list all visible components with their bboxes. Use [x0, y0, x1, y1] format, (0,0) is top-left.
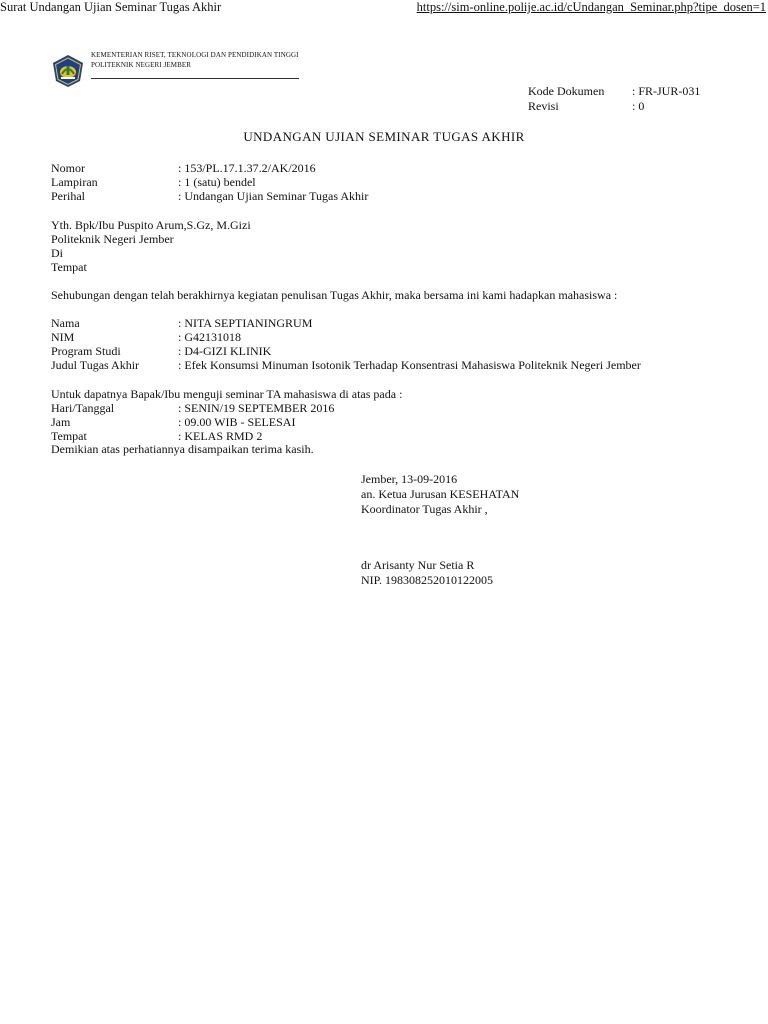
student-value: : Efek Konsumsi Minuman Isotonik Terhadap Konsentrasi Mahasiswa Politeknik Negeri Jember [178, 358, 641, 372]
meta-row [528, 99, 700, 114]
letterhead-institution [91, 50, 299, 70]
ministry-name: KEMENTERIAN RISET, TEKNOLOGI DAN PENDIDIKAN TINGGI [91, 51, 299, 59]
letter-info [51, 161, 368, 203]
print-page-url-link[interactable]: https://sim-online.polije.ac.id/cUndangan_Seminar.php?tipe_dosen=1 [416, 0, 766, 14]
document-title: UNDANGAN UJIAN SEMINAR TUGAS AKHIR [243, 129, 525, 144]
recipient-line: Di [51, 246, 63, 260]
student-key: Program Studi [51, 344, 121, 358]
signatory-name: dr Arisanty Nur Setia R [361, 558, 475, 572]
info-key: Lampiran [51, 175, 98, 189]
signature-block [361, 472, 519, 588]
schedule-value: : 09.00 WIB - SELESAI [178, 415, 296, 429]
document-meta [528, 84, 700, 114]
info-value: : 153/PL.17.1.37.2/AK/2016 [178, 161, 316, 175]
info-key: Perihal [51, 189, 85, 203]
signature-on-behalf: an. Ketua Jurusan KESEHATAN [361, 487, 520, 501]
meta-value: : FR-JUR-031 [632, 84, 701, 98]
polije-seal-icon [51, 54, 85, 88]
student-row [51, 316, 641, 330]
schedule-value: : KELAS RMD 2 [178, 429, 263, 443]
recipient-block [51, 218, 251, 274]
student-value: : G42131018 [178, 330, 241, 344]
print-page-title: Surat Undangan Ujian Seminar Tugas Akhir [0, 0, 222, 14]
signature-place-date: Jember, 13-09-2016 [361, 472, 458, 486]
student-info [51, 316, 641, 372]
info-value: : Undangan Ujian Seminar Tugas Akhir [178, 189, 369, 203]
schedule-key: Jam [51, 415, 71, 429]
schedule-intro: Untuk dapatnya Bapak/Ibu menguji seminar TA mahasiswa di atas pada : [51, 387, 403, 401]
letterhead-divider [91, 78, 299, 79]
info-key: Nomor [51, 161, 85, 175]
meta-key: Revisi [528, 99, 559, 113]
schedule-info [51, 401, 334, 443]
signature-role: Koordinator Tugas Akhir , [361, 502, 488, 516]
recipient-line: Politeknik Negeri Jember [51, 232, 174, 246]
schedule-key: Hari/Tanggal [51, 401, 115, 415]
student-row [51, 330, 641, 344]
meta-key: Kode Dokumen [528, 84, 605, 98]
student-value: : NITA SEPTIANINGRUM [178, 316, 313, 330]
info-row [51, 189, 368, 203]
student-key: Nama [51, 316, 80, 330]
info-row [51, 161, 368, 175]
meta-row [528, 84, 700, 99]
closing-line: Demikian atas perhatiannya disampaikan terima kasih. [51, 442, 314, 456]
schedule-row [51, 401, 334, 415]
print-header [0, 0, 768, 16]
institution-name: POLITEKNIK NEGERI JEMBER [91, 61, 192, 69]
meta-value: : 0 [632, 99, 645, 113]
student-row [51, 344, 641, 358]
schedule-value: : SENIN/19 SEPTEMBER 2016 [178, 401, 335, 415]
recipient-line: Tempat [51, 260, 87, 274]
intro-paragraph: Sehubungan dengan telah berakhirnya kegiatan penulisan Tugas Akhir, maka bersama ini kami hadapkan mahasiswa : [51, 288, 618, 302]
student-value: : D4-GIZI KLINIK [178, 344, 272, 358]
signatory-nip: NIP. 198308252010122005 [361, 573, 494, 587]
recipient-line: Yth. Bpk/Ibu Puspito Arum,S.Gz, M.Gizi [51, 218, 251, 232]
schedule-row [51, 415, 334, 429]
student-key: Judul Tugas Akhir [51, 358, 140, 372]
info-value: : 1 (satu) bendel [178, 175, 256, 189]
schedule-row [51, 429, 334, 443]
student-key: NIM [51, 330, 75, 344]
signature-space [361, 517, 519, 558]
student-row [51, 358, 641, 372]
info-row [51, 175, 368, 189]
schedule-key: Tempat [51, 429, 87, 443]
